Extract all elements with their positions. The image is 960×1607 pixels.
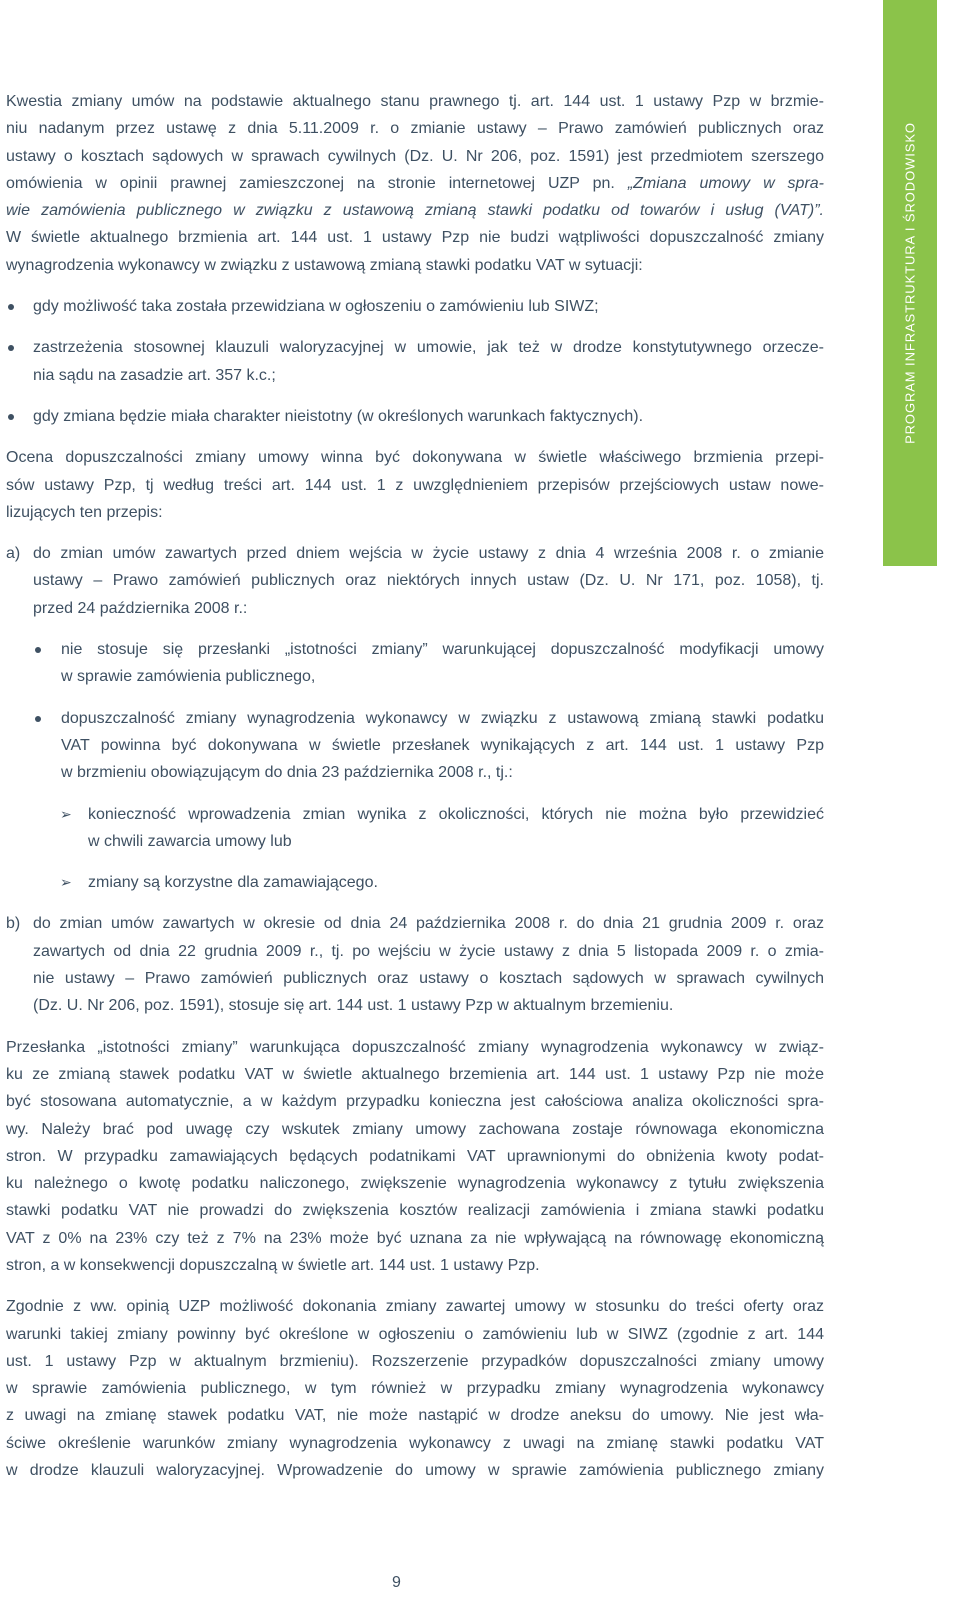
text-line: z uwagi na zmianę stawek podatku VAT, nie może nastąpić w drodze aneksu do umowy. Nie jest wła- [6, 1407, 824, 1425]
intro-paragraph [6, 88, 824, 279]
text-line: dopuszczalność zmiany wynagrodzenia wykonawcy w związku z ustawową zmianą stawki podatku [61, 709, 824, 727]
text-line: w chwili zawarcia umowy lub [88, 832, 292, 850]
opinion-title-start: „Zmiana umowy w spra- [627, 174, 825, 192]
text-line: ściwe określenie warunków zmiany wynagrodzenia wykonawcy z uwagi na zmianę stawki podatku VAT [6, 1434, 824, 1452]
text-line: (Dz. U. Nr 206, poz. 1591), stosuje się art. 144 ust. 1 ustawy Pzp w aktualnym brzemieniu. [33, 997, 674, 1015]
text-line: sów ustawy Pzp, tj według treści art. 144 ust. 1 z uwzględnieniem przepisów przejściowych ustaw nowe- [6, 476, 824, 494]
text-line: niu nadanym przez ustawę z dnia 5.11.2009 r. o zmianie ustawy – Prawo zamówień publicznych oraz [6, 120, 824, 138]
text-line: ustawy o kosztach sądowych w sprawach cywilnych (Dz. U. Nr 206, poz. 1591) jest przedmiotem szerszego [6, 147, 824, 165]
text-line: warunki takiej zmiany powinny być określone w ogłoszeniu o zamówieniu lub w SIWZ (zgodnie z art. 144 [6, 1325, 824, 1343]
enum-item-b [6, 910, 824, 1019]
text-line [6, 170, 824, 197]
text-line: zmiany są korzystne dla zamawiającego. [88, 874, 378, 892]
premise-paragraph [6, 1034, 824, 1280]
text-line: ustawy – Prawo zamówień publicznych oraz niektórych innych ustaw (Dz. U. Nr 171, poz. 1058), tj. [33, 572, 824, 590]
text-line: do zmian umów zawartych w okresie od dnia 24 października 2008 r. do dnia 21 grudnia 2009 r. oraz [33, 915, 824, 933]
text-segment: omówienia w opinii prawnej zamieszczonej na stronie internetowej UZP pn. [6, 174, 615, 192]
list-item [6, 403, 824, 430]
text-line: stron. W przypadku zamawiających będących podatnikami VAT uprawnionymi do obniżenia kwoty podat- [6, 1147, 824, 1165]
enum-label: a) [6, 545, 21, 563]
text-line: nie stosuje się przesłanki „istotności zmiany” warunkującej dopuszczalność modyfikacji umowy [61, 641, 824, 659]
text-line: nia sądu na zasadzie art. 357 k.c.; [33, 366, 276, 384]
document-body [6, 88, 824, 1498]
opinion-title-end: wie zamówienia publicznego w związku z ustawową zmianą stawki podatku od towarów i usług (VAT)”. [6, 202, 824, 220]
text-line: ku ze zmianą stawek podatku VAT w świetle aktualnego brzemienia art. 144 ust. 1 ustawy Pzp nie może [6, 1065, 824, 1083]
text-line: wy. Należy brać pod uwagę czy wskutek zmiany umowy zachowana zostaje równowaga ekonomiczna [6, 1120, 824, 1138]
text-line: ust. 1 ustawy Pzp w aktualnym brzmieniu). Rozszerzenie przypadków dopuszczalności zmiany umowy [6, 1352, 824, 1370]
assessment-paragraph [6, 444, 824, 526]
text-line: Kwestia zmiany umów na podstawie aktualnego stanu prawnego tj. art. 144 ust. 1 ustawy Pzp w brzmie- [6, 93, 824, 110]
text-line: zastrzeżenia stosownej klauzuli waloryzacyjnej w umowie, jak też w drodze konstytutywnego orzecze- [33, 339, 824, 357]
text-line: W świetle aktualnego brzmienia art. 144 ust. 1 ustawy Pzp nie budzi wątpliwości dopuszczalność zmiany [6, 229, 824, 247]
text-line: nie ustawy – Prawo zamówień publicznych oraz ustawy o kosztach sądowych w sprawach cywilnych [33, 970, 824, 988]
text-line: wynagrodzenia wykonawcy w związku z ustawową zmianą stawki podatku VAT w sytuacji: [6, 256, 643, 274]
text-line: przed 24 października 2008 r.: [33, 599, 248, 617]
enum-label: b) [6, 915, 21, 933]
page-number: 9 [392, 1574, 401, 1591]
text-line: Ocena dopuszczalności zmiany umowy winna być dokonywana w świetle właściwego brzmienia przepi- [6, 449, 824, 467]
conclusion-paragraph [6, 1293, 824, 1484]
text-line: być stosowana automatycznie, a w każdym przypadku konieczna jest całościowa analiza okoliczności spra- [6, 1093, 824, 1111]
sidebar-banner [883, 0, 937, 566]
text-line: w sprawie zamówienia publicznego, w tym również w przypadku zmiany wynagrodzenia wykonawcy [6, 1380, 824, 1398]
list-item [6, 801, 824, 856]
text-line: gdy możliwość taka została przewidziana w ogłoszeniu o zamówieniu lub SIWZ; [33, 298, 599, 316]
text-line: Przesłanka „istotności zmiany” warunkująca dopuszczalność zmiany wynagrodzenia wykonawcy w związ- [6, 1038, 824, 1056]
arrow-marker-icon: ➢ [60, 874, 72, 891]
list-item [6, 293, 824, 320]
text-line: w brzmieniu obowiązującym do dnia 23 października 2008 r., tj.: [61, 764, 513, 782]
list-item [6, 869, 824, 896]
text-line: Zgodnie z ww. opinią UZP możliwość dokonania zmiany zawartej umowy w stosunku do treści oferty oraz [6, 1298, 824, 1316]
text-line: VAT z 0% na 23% czy też z 7% na 23% może być uznana za nie wpływającą na równowagę ekonomiczną [6, 1229, 824, 1247]
text-line: lizujących ten przepis: [6, 503, 163, 521]
list-item [6, 334, 824, 389]
text-line: gdy zmiana będzie miała charakter nieistotny (w określonych warunkach faktycznych). [33, 407, 644, 425]
text-line: stawki podatku VAT nie prowadzi do zwiększenia kosztów realizacji zamówienia i zmiana stawki podatku [6, 1202, 824, 1220]
text-line: w drodze klauzuli waloryzacyjnej. Wprowadzenie do umowy w sprawie zamówienia publicznego zmiany [6, 1462, 824, 1480]
sidebar-label: PROGRAM INFRASTRUKTURA I ŚRODOWISKO [902, 122, 918, 444]
text-line: stron, a w konsekwencji dopuszczalną w świetle art. 144 ust. 1 ustawy Pzp. [6, 1256, 540, 1274]
arrow-marker-icon: ➢ [60, 805, 72, 822]
enum-item-a [6, 540, 824, 622]
list-item [6, 705, 824, 787]
text-line: do zmian umów zawartych przed dniem wejścia w życie ustawy z dnia 4 września 2008 r. o zmianie [33, 545, 824, 563]
text-line: VAT powinna być dokonywana w świetle przesłanek wynikających z art. 144 ust. 1 ustawy Pzp [61, 736, 824, 754]
text-line: zawartych od dnia 22 grudnia 2009 r., tj. po wejściu w życie ustawy z dnia 5 listopada 2009 r. o zmia- [33, 942, 824, 960]
list-item [6, 636, 824, 691]
text-line: konieczność wprowadzenia zmian wynika z okoliczności, których nie można było przewidzieć [88, 805, 824, 823]
text-line: w sprawie zamówienia publicznego, [61, 668, 316, 686]
text-line: ku należnego o kwotę podatku naliczonego, zwiększenie wynagrodzenia wykonawcy z tytułu zwiększenia [6, 1175, 824, 1193]
